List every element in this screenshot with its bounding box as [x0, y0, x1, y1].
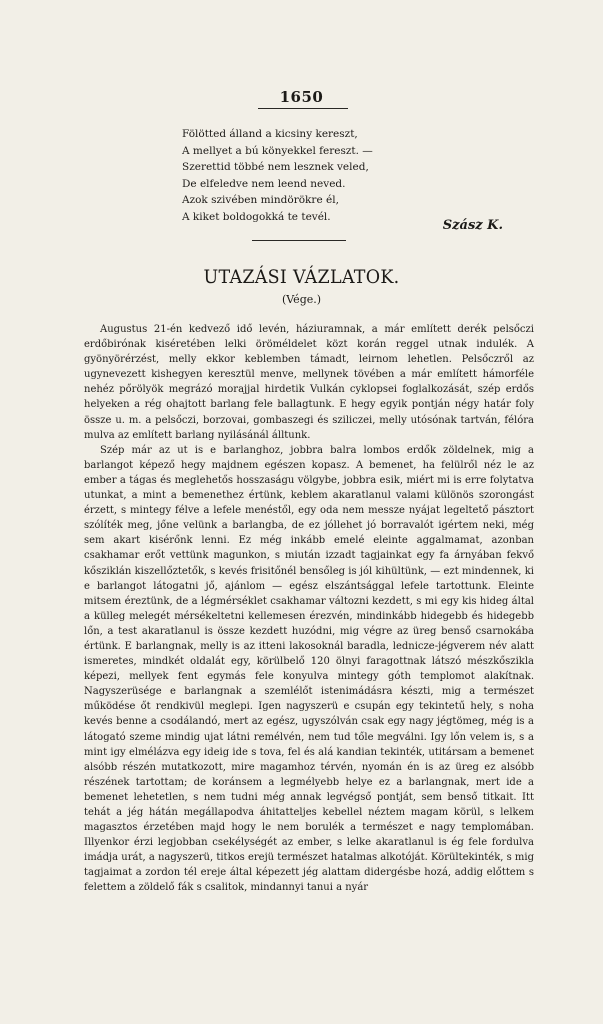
poem-line: Szerettid többé nem lesznek veled, [182, 161, 369, 173]
body-paragraph: Szép már az ut is e barlanghoz, jobbra balra lombos erdők zöldelnek, mig a barlangot képező hegy majdnem egészen kopasz. A bemenet, ha felülről néz le az ember a tágas és meglehetős hosszaságu völgybe, jobbra esik, miért mi is erre folytatva utunkat, a mint a bemenethez értünk, keblem akaratlanul valami különös szorongást érzett, s mintegy félve a lefele menéstől, egy oda nem messze nyájat legeltető pásztort szólíték meg, jőne velünk a barlangba, de ez jóllehet jó borravalót igértem neki, még sem akart kisérőnk lenni. Ez még inkább emelé eleinte aggalmamat, azonban csakhamar erőt vettünk magunkon, s miután izzadt tagjainkat egy fa árnyában fekvő kősziklán kiszellőztetők, s kevés frisitőnél bensőleg is jól kihültünk, — ezt mindennek, ki e barlangot látogatni jő, ajánlom — egész elszántsággal lefele tartottunk. Eleinte mitsem éreztünk, de a légmérséklet csakhamar változni kezdett, s mi egy kis hideg által a külleg melegét mérsékeltetni kellemesen érezvén, mindinkább hidegebb és hidegebb lőn, a test akaratlanul is össze kezdett huzódni, mig végre az üreg benső csarnokába értünk. E barlangnak, melly is az itteni lakosoknál baradla, ledniczе-jégverem név alatt ismeretes, mindkét oldalát egy, körülbelő 120 ölnyi faragottnak látszó mészkőszikla képezi, mellyek fent egymás fele konyulva mintegy góth templomot alakítnak. Nagyszerüsége e barlangnak a szemlélőt istenimádásra készti, mig a természet működése őt rendkivül meglepi. Igen nagyszerü e csupán egy tekintetű hely, s noha kevés benne a csodálandó, mert az egész, ugyszólván csak egy nagy jégtömeg, még is a látogató szeme mindig ujat látni remélvén, nem tud tőle megválni. Igy lőn velem is, s a mint igy elmélázva egy ideig ide s tova, fel és alá kandian tekinték, utitársam a bemenet alsóbb részén mutatkozott, mire magamhoz térvén, nyomán én is az üreg ez alsóbb részének tartottam; de koránsem a legmélyebb helye ez a barlangnak, mert ide a bemenet lehetetlen, s nem tudni még annak legvégső pontját, sem benső titkait. Itt tehát a jég hátán megállapodva áhitatteljes kebellel néztem magam körül, s lelkem magasztos érzetében majd hogy le nem borulék a természet e nagy templomában. Illyenkor érzi legjobban csekélységét az ember, s lelke akaratlanul is ég fele fordulva imádja urát, a nagyszerü, titkos erejü természet hatalmas alkotóját. Körültekinték, s mig tagjaimat a zordon tél ereje által képezett jég alattam didergésbe hozá, addig előttem s felettem a zöldelő fák s csalitok, mindannyi tanui a nyár [84, 444, 535, 894]
poem-line: Fölötted álland a kicsiny kereszt, [182, 128, 358, 140]
poem-line: A mellyet a bú könyekkel fereszt. — [182, 144, 373, 157]
poem-line: Azok szivében mindörökre él, [182, 194, 339, 206]
poem-stanza [182, 126, 482, 225]
section-divider [252, 240, 346, 241]
page-number: 1650 [279, 88, 324, 106]
poem-signature: Szász K. [442, 218, 503, 233]
article-title: UTAZÁSI VÁZLATOK. [203, 266, 400, 288]
header-rule [258, 108, 348, 109]
article-subtitle: (Vége.) [281, 293, 322, 306]
article-body [84, 322, 534, 896]
poem-line: A kiket boldogokká te tevél. [182, 210, 331, 223]
poem-line: De elfeledve nem leend neved. [182, 177, 346, 190]
body-paragraph: Augustus 21-én kedvező idő levén, háziuramnak, a már említett derék pelsőczi erdőbirónak kiséretében lelki öröméldelet közt korán reggel utnak indulék. A gyönyörérzést, melly ekkor keblemben támadt, leirnom lehetlen. Pelsőczről az ugynevezett kishegyen keresztül menve, mellynek tövében a már említett hámorféle nehéz pőrölyök megrázó morajjal hirdetik Vulkán cyklopsei foglalkozását, szép erdős helyeken a rég ohajtott barlang fele ballagtunk. E hegy egyik pontján négy határ foly össze u. m. a pelsőczi, borzovai, gombaszegi és sziliczei, melly utósónak tartván, félóra mulva az említett barlang nyilásánál álltunk. [84, 324, 534, 441]
